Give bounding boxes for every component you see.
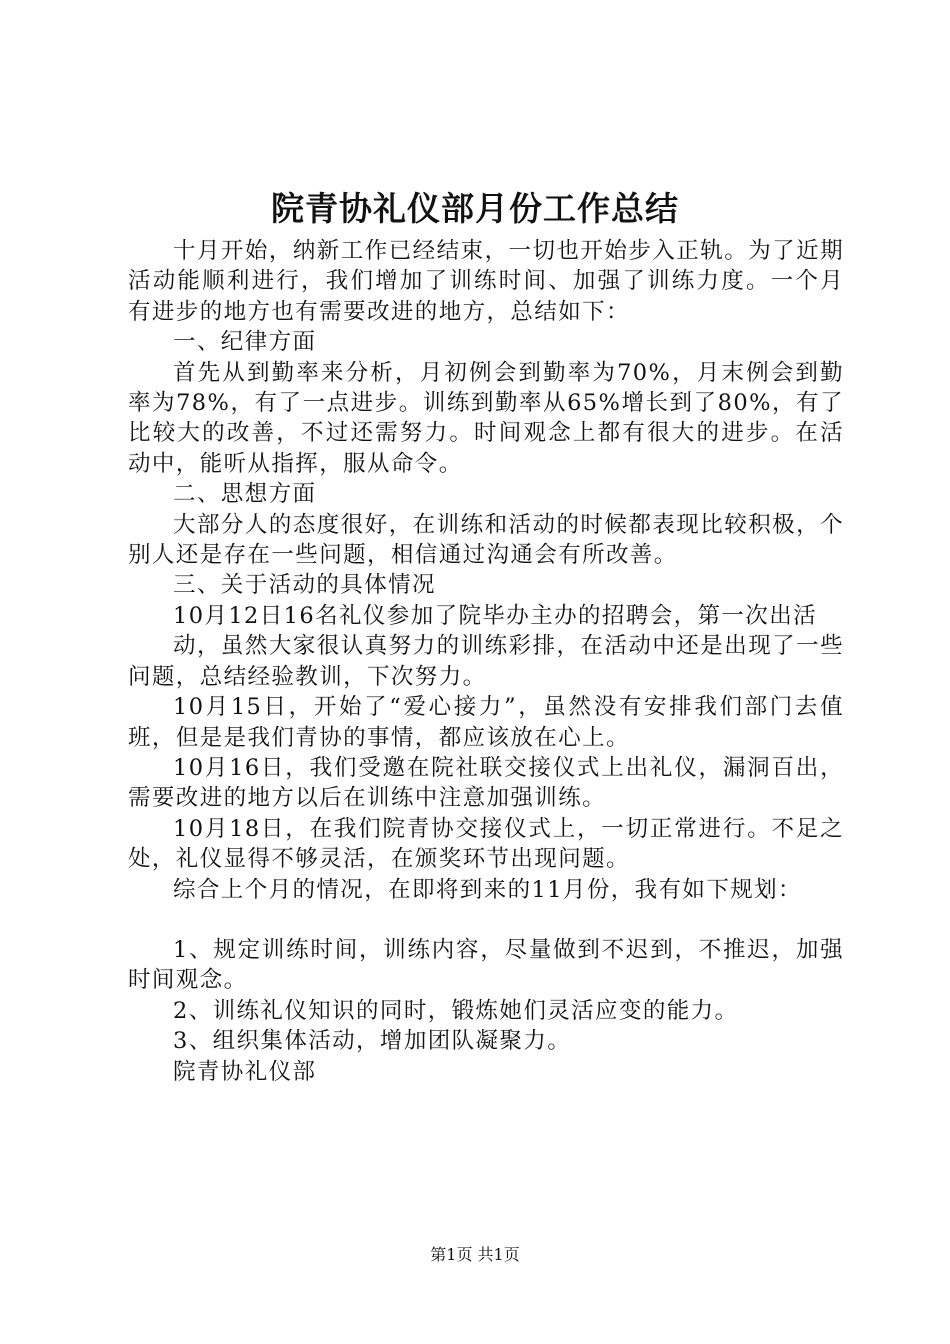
- heading-thinking: 二、思想方面: [173, 481, 317, 508]
- heading-discipline: 一、纪律方面: [173, 329, 317, 356]
- paragraph-oct-18: 10月18日，在我们院青协交接仪式上，一切正常进行。不足之处，礼仪显得不够灵活，在颁奖环节出现问题。: [128, 815, 844, 873]
- plan-item-1: 1、规定训练时间，训练内容，尽量做到不迟到，不推迟，加强时间观念。: [128, 936, 844, 994]
- signature: 院青协礼仪部: [173, 1058, 317, 1085]
- paragraph-oct-12-continued: 动，虽然大家很认真努力的训练彩排，在活动中还是出现了一些问题，总结经验教训，下次努力。: [128, 633, 844, 690]
- paragraph-oct-16: 10月16日，我们受邀在院社联交接仪式上出礼仪，漏洞百出，需要改进的地方以后在训练中注意加强训练。: [128, 754, 844, 812]
- document-body: [128, 236, 844, 1087]
- plan-item-3: 3、组织集体活动，增加团队凝聚力。: [173, 1028, 572, 1055]
- document-title: 院青协礼仪部月份工作总结: [271, 189, 679, 228]
- heading-activities: 三、关于活动的具体情况: [173, 572, 436, 599]
- paragraph-attendance: 首先从到勤率来分析，月初例会到勤率为70%，月末例会到勤率为78%，有了一点进步。训练到勤率从65%增长到了80%，有了比较大的改善，不过还需努力。时间观念上都有很大的进步。在活动中，能听从指挥，服从命令。: [128, 359, 844, 477]
- paragraph-oct-12: 10月12日16名礼仪参加了院毕办主办的招聘会，第一次出活: [173, 602, 817, 629]
- paragraph-oct-15: 10月15日，开始了“爱心接力”，虽然没有安排我们部门去值班，但是是我们青协的事情，都应该放在心上。: [128, 694, 844, 751]
- paragraph-attitude: 大部分人的态度很好，在训练和活动的时候都表现比较积极，个别人还是存在一些问题，相信通过沟通会有所改善。: [128, 511, 844, 569]
- paragraph-intro: 十月开始，纳新工作已经结束，一切也开始步入正轨。为了近期活动能顺利进行，我们增加了训练时间、加强了训练力度。一个月有进步的地方也有需要改进的地方，总结如下：: [128, 238, 844, 325]
- plan-item-2: 2、训练礼仪知识的同时，锻炼她们灵活应变的能力。: [173, 997, 739, 1024]
- page-number: 第1页 共1页: [430, 1245, 520, 1264]
- paragraph-plan-intro: 综合上个月的情况，在即将到来的11月份，我有如下规划：: [173, 876, 802, 903]
